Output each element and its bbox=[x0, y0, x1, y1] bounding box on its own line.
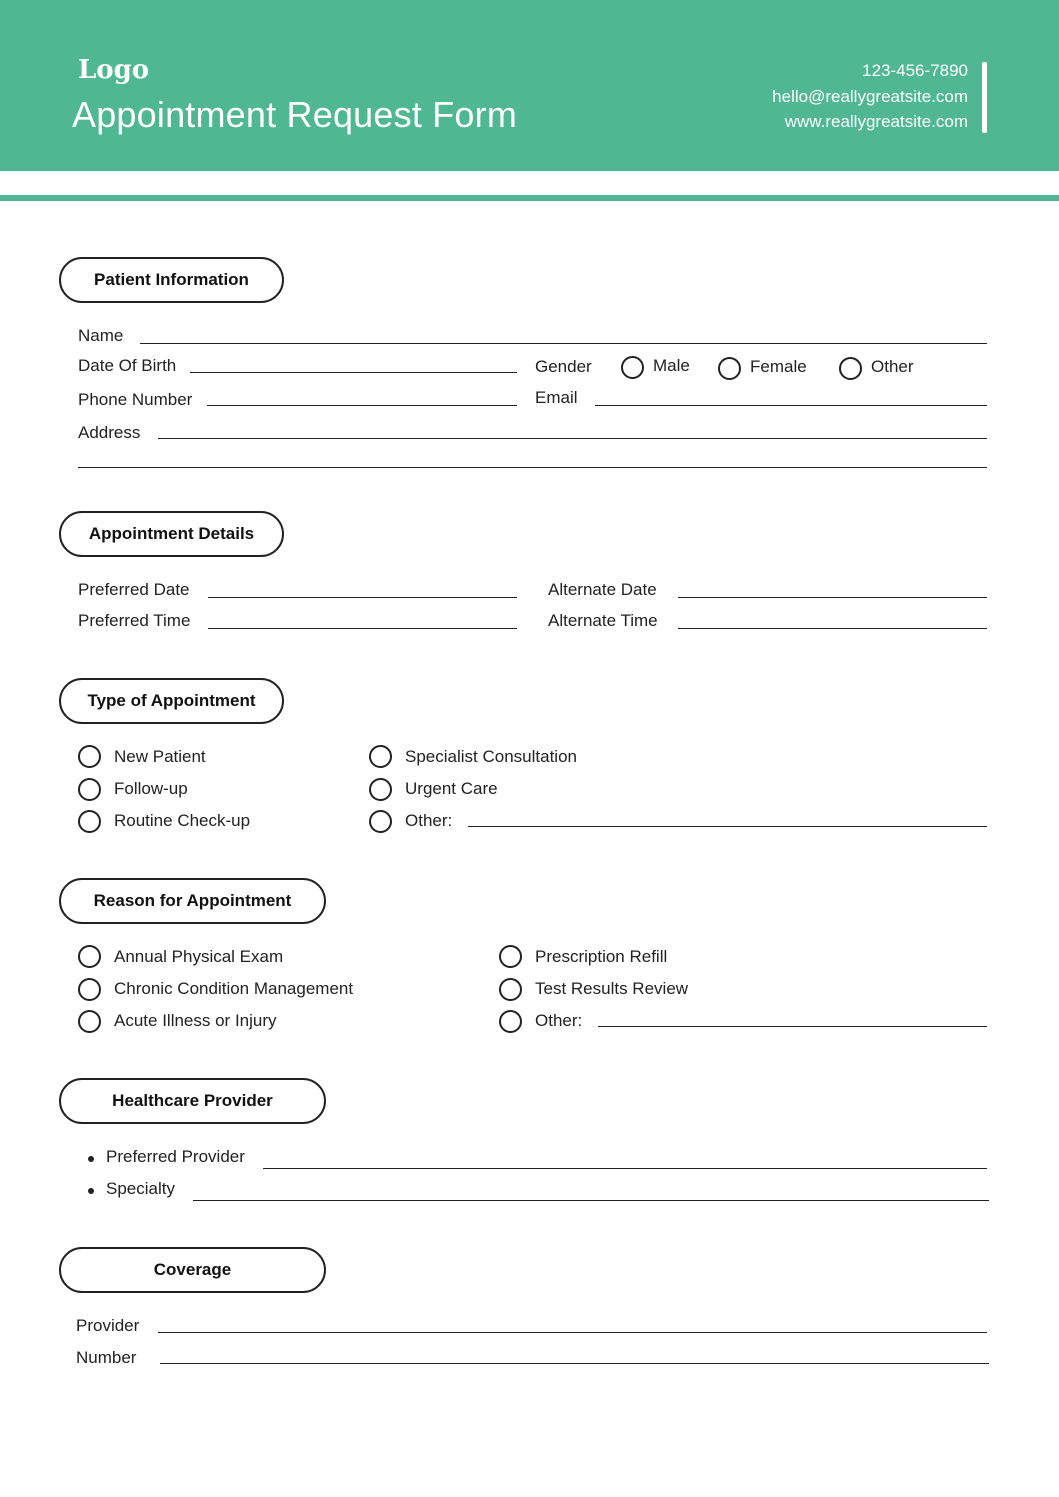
type-specialist-consultation-radio[interactable] bbox=[369, 745, 392, 768]
header-banner bbox=[0, 0, 1059, 171]
type-follow-up-radio[interactable] bbox=[78, 778, 101, 801]
name-label: Name bbox=[78, 326, 124, 345]
coverage-number-label: Number bbox=[76, 1348, 137, 1367]
contact-email: hello@reallygreatsite.com bbox=[772, 87, 968, 106]
coverage-provider-label: Provider bbox=[76, 1316, 140, 1335]
preferred-date-field[interactable] bbox=[208, 597, 517, 598]
reason-chronic-condition-label: Chronic Condition Management bbox=[114, 979, 354, 998]
address-field-line-2[interactable] bbox=[78, 467, 987, 468]
gender-female-radio[interactable] bbox=[718, 357, 741, 380]
coverage-provider-field[interactable] bbox=[158, 1332, 987, 1333]
coverage-number-field[interactable] bbox=[160, 1363, 989, 1364]
dob-field[interactable] bbox=[190, 372, 517, 373]
alternate-date-label: Alternate Date bbox=[548, 580, 657, 599]
section-heading-healthcare-provider: Healthcare Provider bbox=[59, 1078, 326, 1124]
type-routine-checkup-label: Routine Check-up bbox=[114, 811, 251, 830]
section-heading-coverage: Coverage bbox=[59, 1247, 326, 1293]
type-new-patient-label: New Patient bbox=[114, 747, 206, 766]
type-other-radio[interactable] bbox=[369, 810, 392, 833]
bullet-icon bbox=[88, 1188, 94, 1194]
accent-line bbox=[0, 195, 1059, 201]
section-heading-appointment-details: Appointment Details bbox=[59, 511, 284, 557]
reason-annual-physical-label: Annual Physical Exam bbox=[114, 947, 284, 966]
preferred-date-label: Preferred Date bbox=[78, 580, 190, 599]
alternate-date-field[interactable] bbox=[678, 597, 987, 598]
phone-label: Phone Number bbox=[78, 390, 193, 409]
preferred-time-label: Preferred Time bbox=[78, 611, 191, 630]
reason-other-radio[interactable] bbox=[499, 1010, 522, 1033]
reason-chronic-condition-radio[interactable] bbox=[78, 978, 101, 1001]
gender-other-radio[interactable] bbox=[839, 357, 862, 380]
specialty-label: Specialty bbox=[106, 1179, 175, 1198]
contact-phone: 123-456-7890 bbox=[862, 61, 968, 80]
gender-male-label: Male bbox=[653, 356, 690, 375]
type-routine-checkup-radio[interactable] bbox=[78, 810, 101, 833]
reason-prescription-refill-label: Prescription Refill bbox=[535, 947, 668, 966]
section-heading-patient-information: Patient Information bbox=[59, 257, 284, 303]
preferred-provider-field[interactable] bbox=[263, 1168, 987, 1169]
type-urgent-care-label: Urgent Care bbox=[405, 779, 498, 798]
name-field[interactable] bbox=[140, 343, 987, 344]
gender-male-radio[interactable] bbox=[621, 356, 644, 379]
phone-field[interactable] bbox=[207, 405, 517, 406]
reason-other-label: Other: bbox=[535, 1011, 583, 1030]
reason-acute-illness-label: Acute Illness or Injury bbox=[114, 1011, 277, 1030]
email-field[interactable] bbox=[595, 405, 987, 406]
preferred-time-field[interactable] bbox=[208, 628, 517, 629]
reason-prescription-refill-radio[interactable] bbox=[499, 945, 522, 968]
type-new-patient-radio[interactable] bbox=[78, 745, 101, 768]
email-label: Email bbox=[535, 388, 578, 407]
reason-other-field[interactable] bbox=[598, 1026, 987, 1027]
type-specialist-consultation-label: Specialist Consultation bbox=[405, 747, 577, 766]
section-heading-type-of-appointment: Type of Appointment bbox=[59, 678, 284, 724]
address-field-line-1[interactable] bbox=[158, 438, 987, 439]
alternate-time-field[interactable] bbox=[678, 628, 987, 629]
specialty-field[interactable] bbox=[193, 1200, 989, 1201]
gender-other-label: Other bbox=[871, 357, 914, 376]
contact-website: www.reallygreatsite.com bbox=[784, 112, 968, 131]
alternate-time-label: Alternate Time bbox=[548, 611, 658, 630]
type-other-label: Other: bbox=[405, 811, 453, 830]
reason-annual-physical-radio[interactable] bbox=[78, 945, 101, 968]
type-urgent-care-radio[interactable] bbox=[369, 778, 392, 801]
reason-test-results-label: Test Results Review bbox=[535, 979, 689, 998]
header-divider bbox=[982, 62, 987, 133]
logo: Logo bbox=[78, 55, 150, 85]
reason-test-results-radio[interactable] bbox=[499, 978, 522, 1001]
type-other-field[interactable] bbox=[468, 826, 987, 827]
reason-acute-illness-radio[interactable] bbox=[78, 1010, 101, 1033]
section-heading-reason-for-appointment: Reason for Appointment bbox=[59, 878, 326, 924]
type-follow-up-label: Follow-up bbox=[114, 779, 188, 798]
bullet-icon bbox=[88, 1156, 94, 1162]
page-title: Appointment Request Form bbox=[72, 94, 518, 135]
gender-female-label: Female bbox=[750, 357, 807, 376]
address-label: Address bbox=[78, 423, 141, 442]
dob-label: Date Of Birth bbox=[78, 356, 177, 375]
preferred-provider-label: Preferred Provider bbox=[106, 1147, 245, 1166]
gender-label: Gender bbox=[535, 357, 592, 376]
